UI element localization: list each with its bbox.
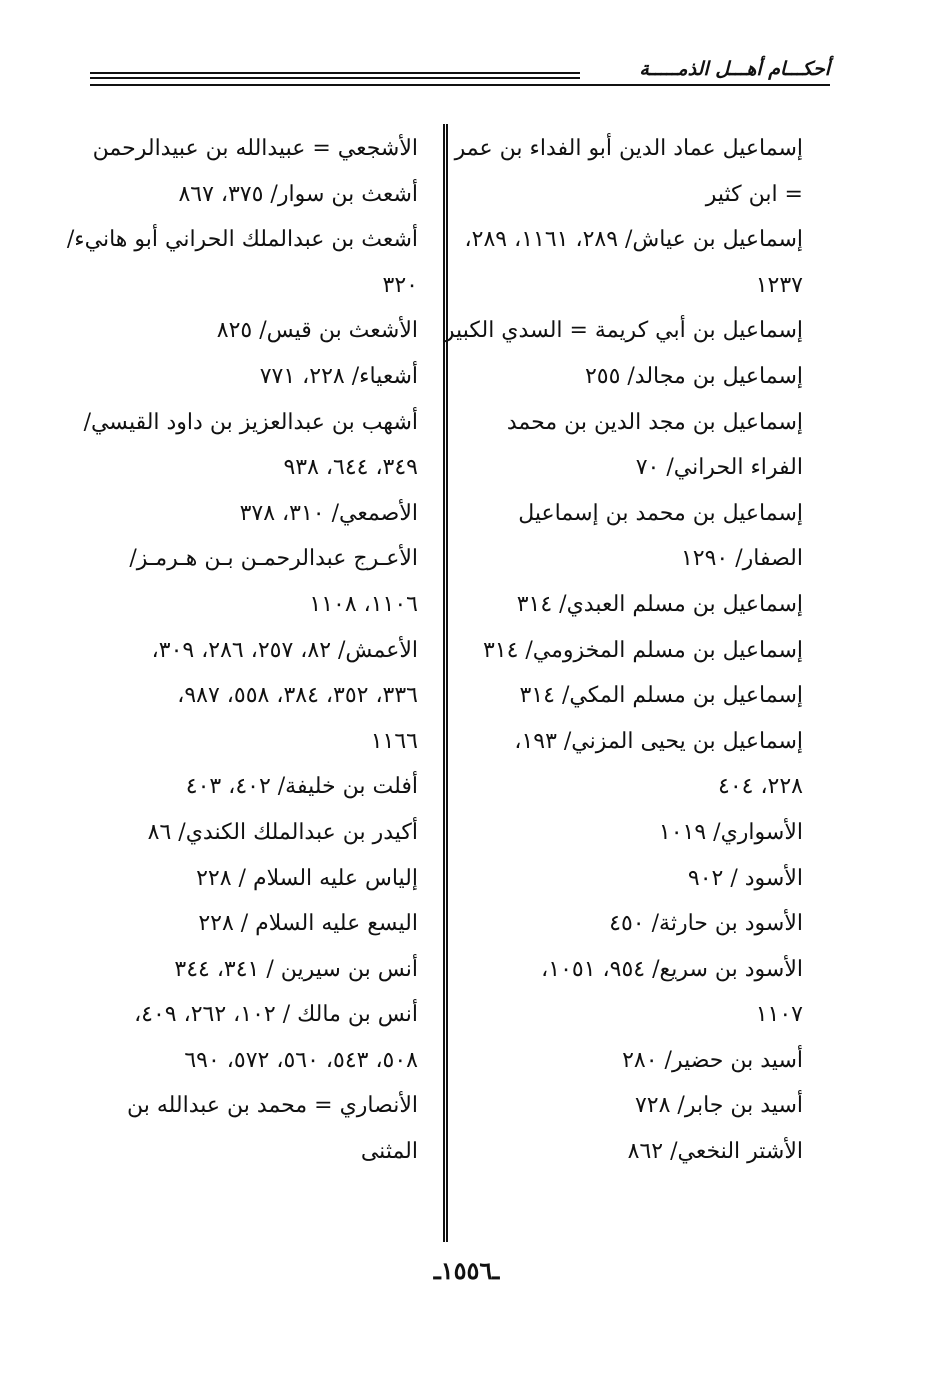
index-line: إلياس عليه السلام / ٢٢٨	[196, 865, 418, 891]
header-double-rule	[90, 72, 580, 79]
index-line: الأشعث بن قيس/ ٨٢٥	[216, 318, 418, 344]
index-line: الأعـرج عبدالرحمـن بـن هـرمـز/	[129, 546, 418, 572]
index-column-right	[443, 126, 803, 1175]
index-line: الأنصاري = محمد بن عبدالله بن	[126, 1093, 418, 1119]
index-line: إسماعيل بن أبي كريمة = السدي الكبير	[443, 318, 803, 344]
index-line: إسماعيل بن محمد بن إسماعيل	[518, 500, 803, 526]
index-line: إسماعيل بن مجد الدين بن محمد	[506, 409, 803, 435]
index-line: الأعمش/ ٨٢، ٢٥٧، ٢٨٦، ٣٠٩،	[151, 637, 418, 663]
index-line: إسماعيل بن مسلم المكي/ ٣١٤	[519, 683, 803, 709]
index-line: الأسود بن حارثة/ ٤٥٠	[609, 911, 803, 937]
index-line: ٣٣٦، ٣٥٢، ٣٨٤، ٥٥٨، ٩٨٧،	[177, 683, 418, 709]
index-line: ٥٠٨، ٥٤٣، ٥٦٠، ٥٧٢، ٦٩٠	[184, 1047, 418, 1073]
index-line: الأسود بن سريع/ ٩٥٤، ١٠٥١،	[541, 956, 803, 982]
index-line: أسيد بن حضير/ ٢٨٠	[622, 1047, 803, 1073]
page-header	[90, 58, 830, 92]
index-line: إسماعيل عماد الدين أبو الفداء بن عمر	[454, 136, 803, 161]
index-line: إسماعيل بن مسلم العبدي/ ٣١٤	[516, 591, 803, 617]
index-line: أشعث بن سوار/ ٣٧٥، ٨٦٧	[178, 181, 418, 207]
column-divider	[443, 124, 448, 1242]
index-line: الأسواري/ ١٠١٩	[658, 819, 803, 845]
index-line: = ابن كثير	[705, 181, 803, 207]
index-line: أشهب بن عبدالعزيز بن داود القيسي/	[83, 409, 418, 435]
index-line: ١٢٣٧	[755, 272, 803, 298]
index-column-left	[66, 126, 418, 1175]
index-line: المثنى	[360, 1139, 418, 1165]
index-line: الأصمعي/ ٣١٠، ٣٧٨	[239, 500, 418, 526]
index-line: أفلت بن خليفة/ ٤٠٢، ٤٠٣	[185, 774, 418, 800]
index-line: ٢٢٨، ٤٠٤	[718, 774, 803, 800]
header-rule	[90, 84, 830, 86]
index-line: إسماعيل بن مجالد/ ٢٥٥	[584, 363, 803, 389]
index-line: الأسود / ٩٠٢	[687, 865, 803, 891]
index-line: إسماعيل بن عياش/ ٢٨٩، ١١٦١، ٢٨٩،	[464, 227, 803, 253]
index-line: أنس بن مالك / ١٠٢، ٢٦٢، ٤٠٩،	[134, 1002, 418, 1028]
index-line: إسماعيل بن يحيى المزني/ ١٩٣،	[514, 728, 803, 754]
index-line: اليسع عليه السلام / ٢٢٨	[198, 911, 418, 937]
index-line: أكيدر بن عبدالملك الكندي/ ٨٦	[147, 819, 418, 845]
index-line: الأشتر النخعي/ ٨٦٢	[627, 1139, 803, 1165]
index-line: ١١٦٦	[370, 728, 418, 754]
index-line: أنس بن سيرين / ٣٤١، ٣٤٤	[174, 956, 418, 982]
index-line: إسماعيل بن مسلم المخزومي/ ٣١٤	[482, 637, 803, 663]
page-number: ـ١٥٥٦ـ	[433, 1256, 500, 1285]
index-line: ١١٠٧	[755, 1002, 803, 1028]
running-title: أحكـــام أهـــل الذمـــــة	[639, 58, 830, 80]
index-line: الصفار/ ١٢٩٠	[680, 546, 803, 572]
index-line: ٣٢٠	[382, 272, 418, 298]
index-line: أشعياء/ ٢٢٨، ٧٧١	[259, 363, 418, 389]
index-line: الفراء الحراني/ ٧٠	[635, 455, 803, 481]
index-line: ١١٠٦، ١١٠٨	[309, 591, 418, 617]
index-line: أسيد بن جابر/ ٧٢٨	[634, 1093, 803, 1119]
index-line: الأشجعي = عبيدالله بن عبيدالرحمن	[92, 136, 418, 161]
index-line: ٣٤٩، ٦٤٤، ٩٣٨	[283, 455, 418, 481]
index-line: أشعث بن عبدالملك الحراني أبو هانيء/	[66, 227, 418, 253]
